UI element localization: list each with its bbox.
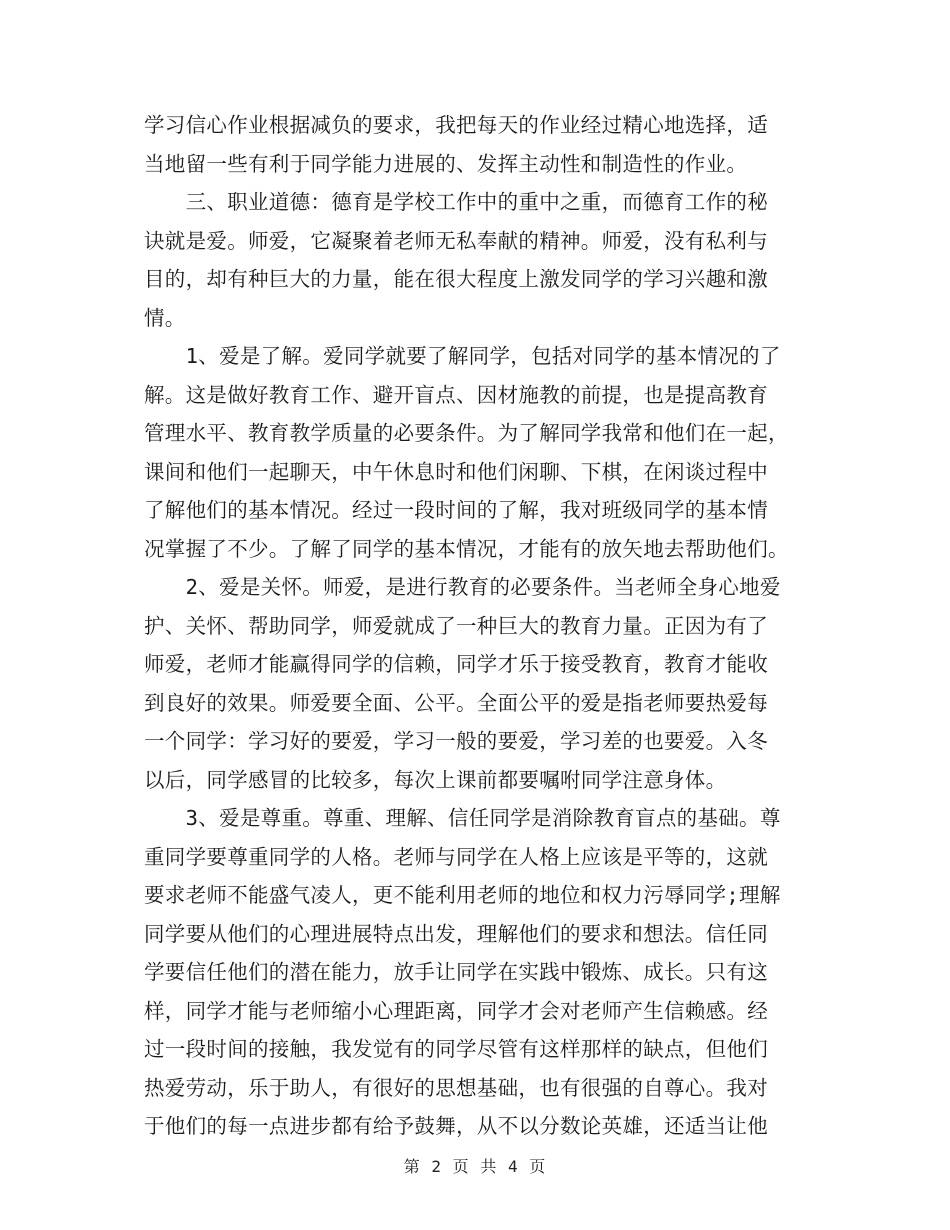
text-line: 一个同学：学习好的要爱，学习一般的要爱，学习差的也要爱。入冬 bbox=[144, 729, 768, 753]
text-line: 同学要从他们的心理进展特点出发，理解他们的要求和想法。信任同 bbox=[144, 921, 768, 946]
text-line: 重同学要尊重同学的人格。老师与同学在人格上应该是平等的，这就 bbox=[144, 844, 768, 869]
text-line: 2、爱是关怀。师爱，是进行教育的必要条件。当老师全身心地爱 bbox=[144, 575, 781, 599]
text-line: 学要信任他们的潜在能力，放手让同学在实践中锻炼、成长。只有这 bbox=[144, 960, 768, 984]
text-line: 于他们的每一点进步都有给予鼓舞，从不以分数论英雄，还适当让他 bbox=[144, 1114, 768, 1138]
text-line: 热爱劳动，乐于助人，有很好的思想基础，也有很强的自尊心。我对 bbox=[144, 1075, 768, 1100]
page-footer: 第 2 页 共 4 页 bbox=[403, 1157, 547, 1176]
text-line: 1、爱是了解。爱同学就要了解同学，包括对同学的基本情况的了 bbox=[144, 344, 781, 368]
text-line: 目的，却有种巨大的力量，能在很大程度上激发同学的学习兴趣和激 bbox=[144, 267, 768, 291]
text-line: 到良好的效果。师爱要全面、公平。全面公平的爱是指老师要热爱每 bbox=[144, 690, 768, 715]
text-line: 三、职业道德：德育是学校工作中的重中之重，而德育工作的秘 bbox=[144, 190, 768, 214]
text-line: 管理水平、教育教学质量的必要条件。为了解同学我常和他们在一起， bbox=[144, 421, 789, 445]
text-line: 学习信心作业根据减负的要求，我把每天的作业经过精心地选择，适 bbox=[144, 113, 768, 137]
text-line: 样，同学才能与老师缩小心理距离，同学才会对老师产生信赖感。经 bbox=[144, 998, 768, 1023]
text-line: 情。 bbox=[144, 305, 186, 330]
text-line: 护、关怀、帮助同学，师爱就成了一种巨大的教育力量。正因为有了 bbox=[144, 613, 768, 638]
text-line: 况掌握了不少。了解了同学的基本情况，才能有的放矢地去帮助他们。 bbox=[144, 536, 789, 561]
text-line: 课间和他们一起聊天，中午休息时和他们闲聊、下棋，在闲谈过程中 bbox=[144, 459, 768, 484]
body-text bbox=[144, 106, 810, 1146]
text-line: 解。这是做好教育工作、避开盲点、因材施教的前提，也是提高教育 bbox=[144, 382, 768, 407]
text-line: 过一段时间的接触，我发觉有的同学尽管有这样那样的缺点，但他们 bbox=[144, 1037, 768, 1061]
text-line: 诀就是爱。师爱，它凝聚着老师无私奉献的精神。师爱，没有私利与 bbox=[144, 228, 768, 253]
text-line: 以后，同学感冒的比较多，每次上课前都要嘱咐同学注意身体。 bbox=[144, 767, 727, 792]
text-line: 3、爱是尊重。尊重、理解、信任同学是消除教育盲点的基础。尊 bbox=[144, 806, 781, 830]
text-line: 当地留一些有利于同学能力进展的、发挥主动性和制造性的作业。 bbox=[144, 151, 748, 176]
text-line: 师爱，老师才能赢得同学的信赖，同学才乐于接受教育，教育才能收 bbox=[144, 652, 768, 676]
text-line: 要求老师不能盛气凌人，更不能利用老师的地位和权力污辱同学;理解 bbox=[144, 883, 781, 907]
text-line: 了解他们的基本情况。经过一段时间的了解，我对班级同学的基本情 bbox=[144, 498, 768, 522]
